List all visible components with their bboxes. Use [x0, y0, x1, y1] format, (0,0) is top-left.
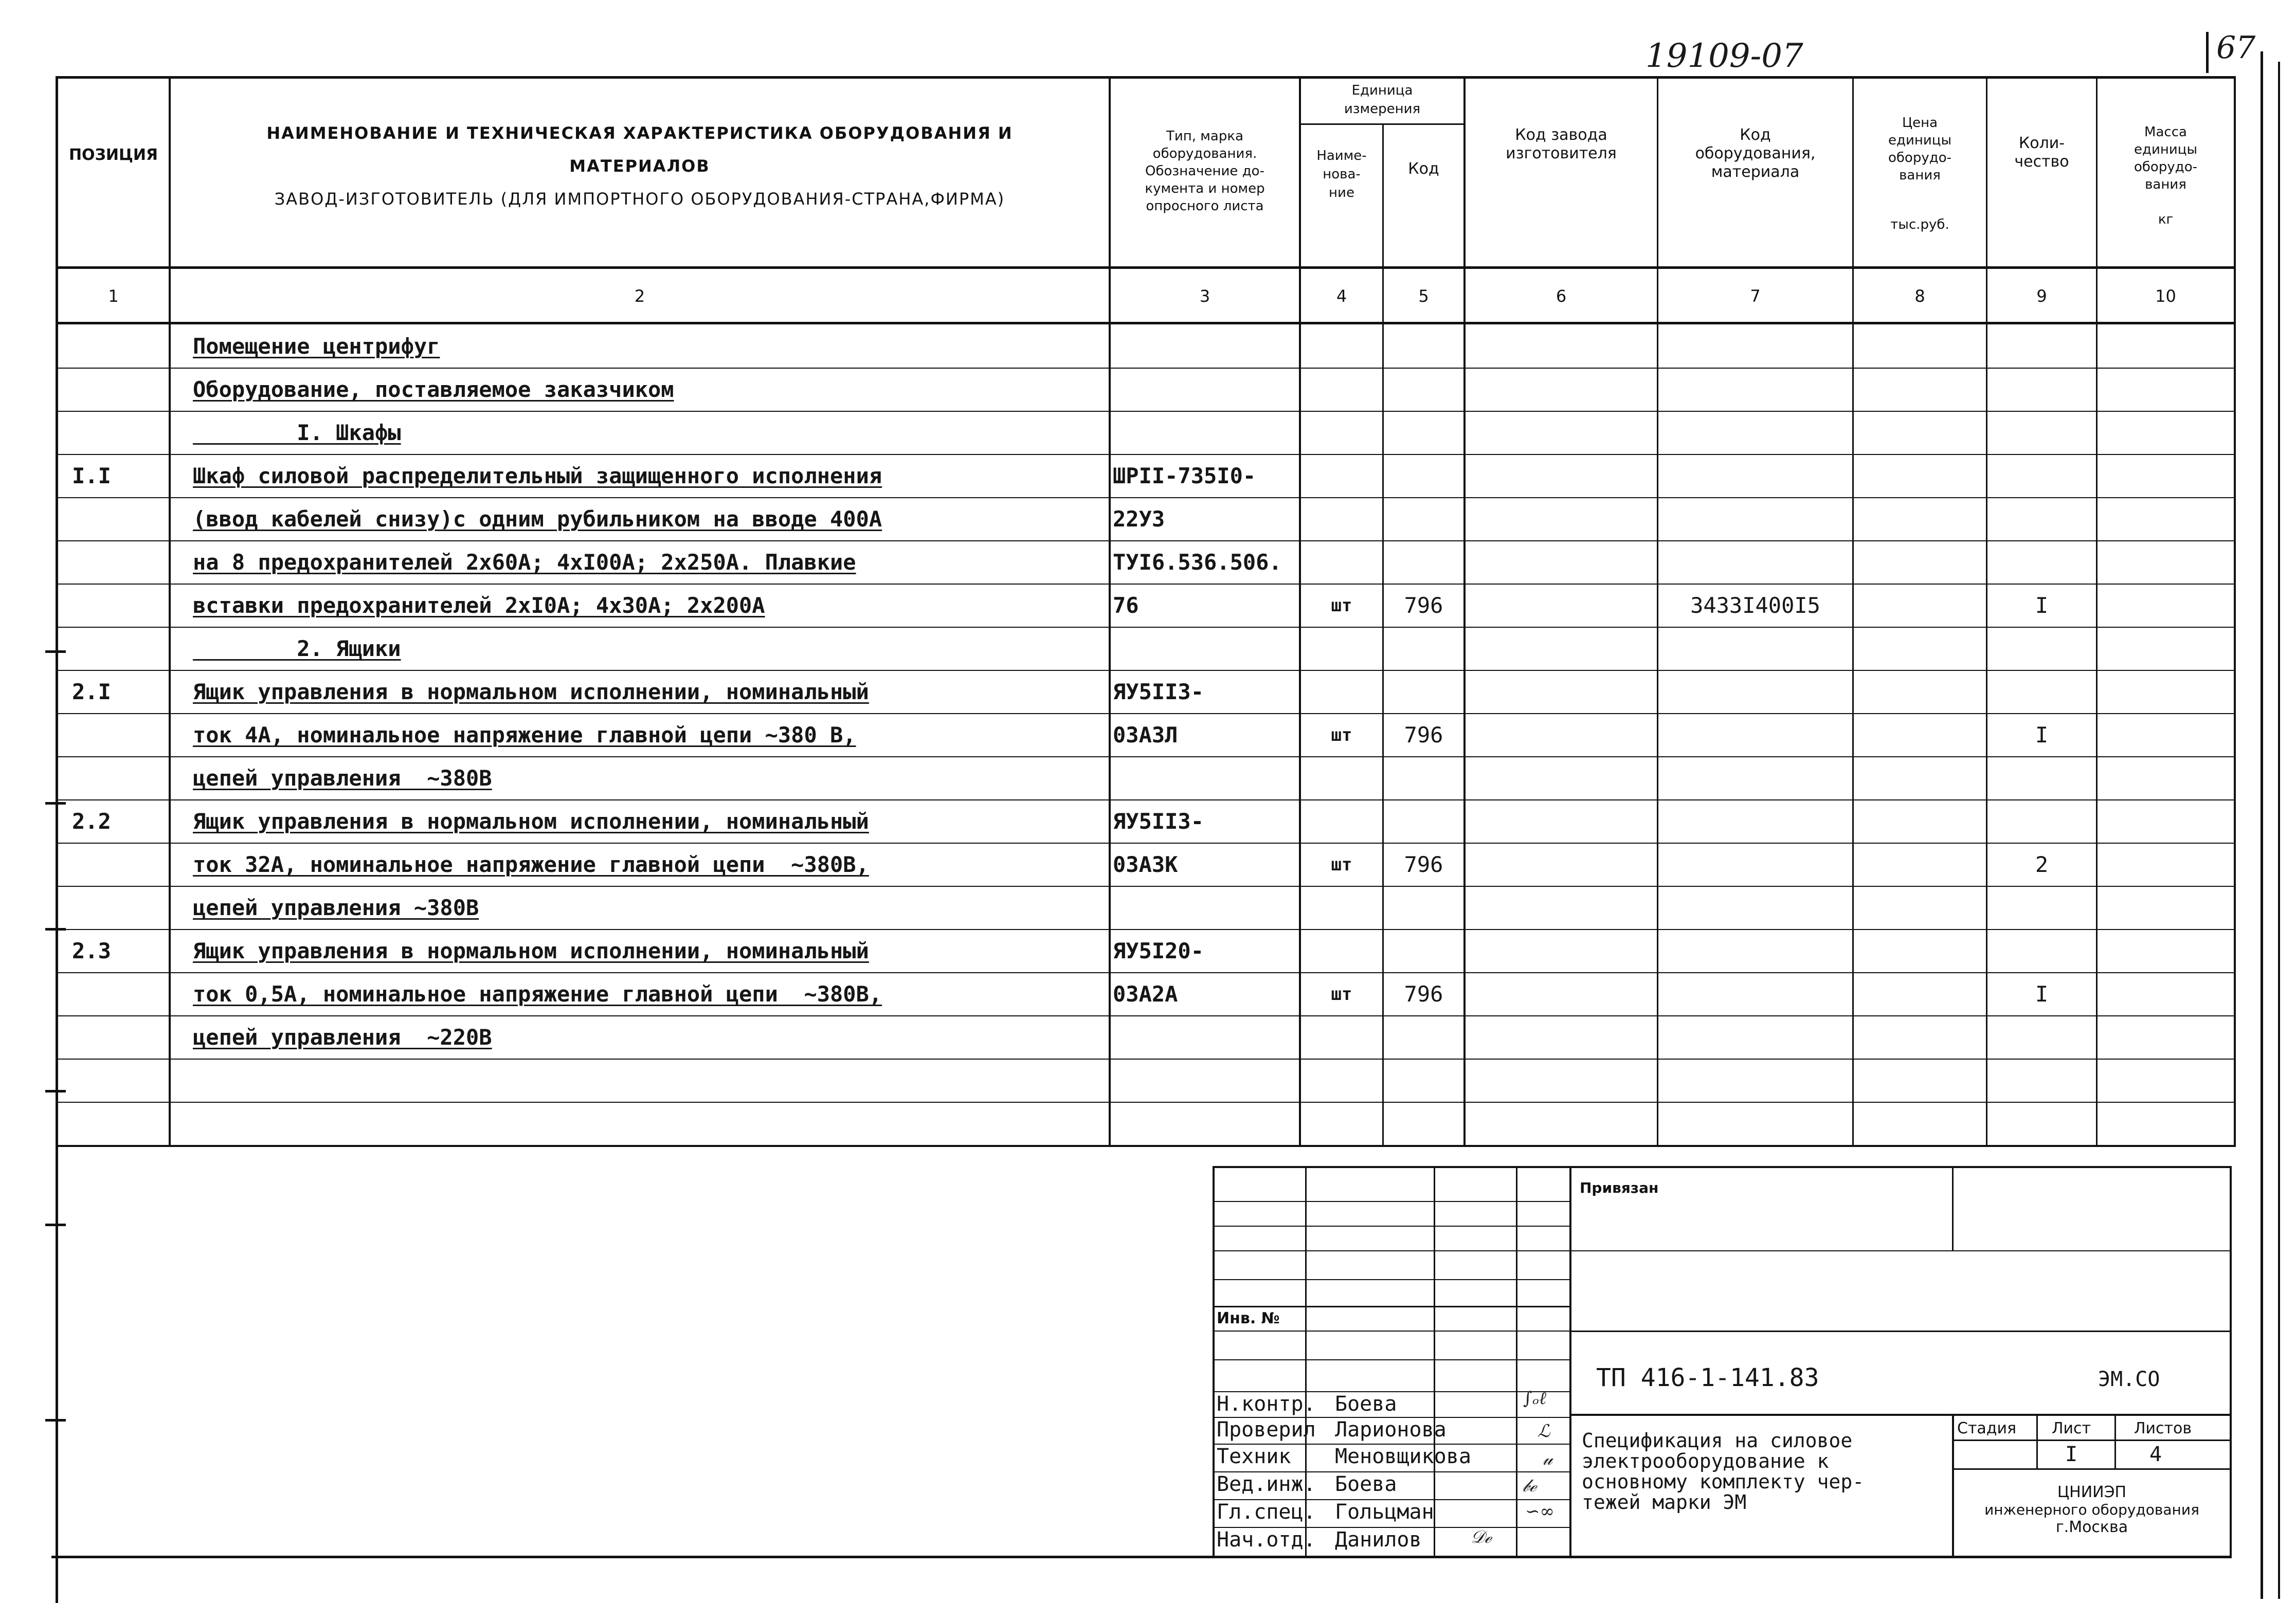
sheet-corner-number: 67 — [2216, 30, 2256, 66]
signature-mark: 𝒟ℯ — [1471, 1527, 1492, 1547]
header-price-line5: тыс.руб. — [1890, 217, 1949, 232]
tb-grid-h — [1213, 1279, 1569, 1280]
row-unit: шт — [1331, 854, 1352, 875]
row-name: Ящик управления в нормальном исполнении, номинальный — [193, 809, 869, 834]
header-qty-line1: Коли- — [2018, 134, 2065, 152]
tb-grid-h — [1213, 1250, 1569, 1251]
header-unit-name-line1: Наиме- — [1316, 148, 1367, 163]
row-name: вставки предохранителей 2хI0А; 4х30А; 2х200А — [193, 593, 765, 618]
row-quantity: 2 — [2035, 852, 2049, 877]
row-name: I. Шкафы — [193, 420, 401, 445]
tb-privyazan-bottom — [1569, 1250, 2231, 1251]
tb-inv-no: Инв. № — [1217, 1309, 1280, 1327]
signer-role: Техник — [1217, 1445, 1291, 1468]
row-type: ЯУ5I20- — [1113, 938, 1204, 963]
row-unit-code: 796 — [1404, 722, 1443, 748]
signer-name: Гольцман — [1335, 1500, 1434, 1524]
header-mass-line1: Масса — [2144, 124, 2187, 140]
header-name-line3: ЗАВОД-ИЗГОТОВИТЕЛЬ (ДЛЯ ИМПОРТНОГО ОБОРУДОВАНИЯ-СТРАНА,ФИРМА) — [274, 189, 1005, 209]
row-type: 03А3К — [1113, 852, 1178, 877]
row-name: на 8 предохранителей 2х60А; 4хI00А; 2х250А. Плавкие — [193, 550, 856, 575]
tb-org-line2: инженерного оборудования — [1984, 1501, 2199, 1518]
row-name: цепей управления ~380В — [193, 895, 479, 920]
header-price-line3: оборудо- — [1888, 150, 1951, 166]
row-position: 2.3 — [72, 938, 111, 963]
row-unit-code: 796 — [1404, 593, 1443, 618]
signature-mark: 𝒷ℯ — [1522, 1476, 1536, 1496]
tb-privyazan: Привязан — [1580, 1179, 1659, 1196]
column-number-9: 9 — [2036, 286, 2047, 306]
row-name: ток 4А, номинальное напряжение главной цепи ~380 В, — [193, 722, 856, 748]
tb-title-line4: тежей марки ЭМ — [1582, 1491, 1747, 1514]
row-position: 2.I — [72, 679, 111, 704]
tb-org-line3: г.Москва — [2055, 1518, 2128, 1536]
row-type: ЯУ5II3- — [1113, 679, 1204, 704]
header-mass-line4: вания — [2145, 177, 2186, 192]
column-number-7: 7 — [1750, 286, 1761, 306]
row-type: 03А3Л — [1113, 722, 1178, 748]
column-number-8: 8 — [1914, 286, 1925, 306]
row-unit-code: 796 — [1404, 852, 1443, 877]
column-number-5: 5 — [1418, 286, 1429, 306]
row-quantity: I — [2035, 593, 2049, 618]
row-type: ЯУ5II3- — [1113, 809, 1204, 834]
tb-grid-h — [1213, 1359, 1569, 1360]
tb-mark: ЭМ.СО — [2098, 1368, 2160, 1391]
signer-name: Меновщикова — [1335, 1445, 1471, 1468]
tb-stage-v — [2114, 1414, 2116, 1469]
tb-sheet-value: I — [2065, 1443, 2078, 1466]
tb-grid-h — [1213, 1226, 1569, 1227]
signer-role: Н.контр. — [1217, 1392, 1316, 1416]
header-unit-group-line2: измерения — [1344, 101, 1421, 117]
tb-grid-h — [1213, 1331, 1569, 1332]
row-name: 2. Ящики — [193, 636, 401, 661]
header-type-line2: оборудования. — [1152, 146, 1257, 161]
row-name: ток 0,5А, номинальное напряжение главной цепи ~380В, — [193, 981, 882, 1007]
right-margin-line — [2278, 62, 2280, 1599]
signature-mark: ∽∞ — [1525, 1501, 1554, 1522]
tb-top-line — [1213, 1166, 2232, 1168]
tb-stage-row — [1952, 1440, 2231, 1441]
header-unit-name-line3: ние — [1329, 185, 1354, 201]
header-maker-code-line1: Код завода — [1515, 126, 1607, 144]
row-name: Шкаф силовой распределительный защищенного исполнения — [193, 463, 882, 488]
row-name: Ящик управления в нормальном исполнении, номинальный — [193, 679, 869, 704]
header-price-line1: Цена — [1902, 115, 1938, 131]
header-position: ПОЗИЦИЯ — [68, 146, 158, 164]
header-name-line2: МАТЕРИАЛОВ — [569, 156, 710, 176]
header-price-line2: единицы — [1888, 133, 1951, 148]
row-type: 03А2А — [1113, 981, 1178, 1007]
row-name: цепей управления ~380В — [193, 766, 492, 791]
header-maker-code-line2: изготовителя — [1506, 144, 1617, 162]
tb-sheet-label: Лист — [2052, 1419, 2091, 1437]
row-position: 2.2 — [72, 809, 111, 834]
row-equipment-code: 3433I400I5 — [1690, 593, 1820, 618]
header-type-line3: Обозначение до- — [1145, 163, 1264, 179]
column-number-6: 6 — [1556, 286, 1567, 306]
row-name: ток 32А, номинальное напряжение главной цепи ~380В, — [193, 852, 869, 877]
header-mass-line3: оборудо- — [2134, 159, 2197, 175]
header-type-line4: кумента и номер — [1145, 181, 1265, 196]
tb-right-line — [2230, 1166, 2232, 1557]
tb-grid-h — [1213, 1306, 1569, 1307]
tb-drawing-code: ТП 416-1-141.83 — [1596, 1363, 1819, 1392]
tb-grid-v — [1569, 1166, 1571, 1557]
header-type-line5: опросного листа — [1146, 198, 1264, 214]
header-mass-line2: единицы — [2134, 142, 2197, 157]
header-qty-line2: чество — [2014, 153, 2069, 171]
row-name: Ящик управления в нормальном исполнении, номинальный — [193, 938, 869, 963]
signature-mark: ℒ — [1538, 1421, 1550, 1442]
header-mass-line5: кг — [2158, 212, 2174, 227]
row-name: Помещение центрифуг — [193, 334, 440, 359]
column-number-4: 4 — [1336, 286, 1347, 306]
row-unit-code: 796 — [1404, 981, 1443, 1007]
tb-grid-h — [1213, 1201, 1569, 1202]
column-number-10: 10 — [2155, 286, 2176, 306]
row-quantity: I — [2035, 722, 2049, 748]
tb-left-line — [1213, 1166, 1215, 1557]
row-name: цепей управления ~220В — [193, 1025, 492, 1050]
column-number-1: 1 — [108, 286, 119, 306]
signature-mark: 𝓊 — [1543, 1449, 1553, 1469]
row-position: I.I — [72, 463, 111, 488]
document-number: 19109-07 — [1646, 37, 1803, 75]
header-equip-code-line3: материала — [1711, 163, 1800, 181]
tb-grid-v — [1516, 1166, 1517, 1557]
tb-code-top — [1569, 1331, 2231, 1332]
tb-code-bottom — [1569, 1414, 2231, 1416]
signature-mark: ∫ₒℓ — [1523, 1388, 1546, 1409]
tb-title-line3: основному комплекту чер- — [1582, 1470, 1865, 1493]
signer-role: Вед.инж. — [1217, 1472, 1316, 1496]
row-type: ТУI6.536.506. — [1113, 550, 1282, 575]
row-unit: шт — [1331, 984, 1352, 1005]
tb-privyazan-divider — [1952, 1166, 1954, 1251]
header-price-line4: вания — [1899, 168, 1941, 183]
column-number-2: 2 — [634, 286, 645, 306]
tb-title-line2: электрооборудование к — [1582, 1450, 1829, 1472]
row-name: Оборудование, поставляемое заказчиком — [193, 377, 674, 402]
signer-role: Гл.спец. — [1217, 1500, 1316, 1524]
tb-stage-label: Стадия — [1957, 1419, 2017, 1437]
row-type: ШРII-735I0- — [1113, 463, 1256, 488]
tb-sheets-value: 4 — [2149, 1443, 2162, 1466]
tb-grid-v — [1305, 1166, 1307, 1557]
tb-title-line1: Спецификация на силовое — [1582, 1429, 1853, 1452]
row-unit: шт — [1331, 595, 1352, 616]
tb-sheets-label: Листов — [2134, 1419, 2192, 1437]
row-type: 76 — [1113, 593, 1139, 618]
row-quantity: I — [2035, 981, 2049, 1007]
header-name-line1: НАИМЕНОВАНИЕ И ТЕХНИЧЕСКАЯ ХАРАКТЕРИСТИКА ОБОРУДОВАНИЯ И — [266, 123, 1013, 143]
row-unit: шт — [1331, 725, 1352, 745]
signer-role: Нач.отд. — [1217, 1528, 1316, 1552]
column-number-3: 3 — [1199, 286, 1210, 306]
signer-role: Проверил — [1217, 1418, 1316, 1442]
header-unit-name-line2: нова- — [1323, 167, 1361, 182]
header-equip-code-line2: оборудования, — [1695, 144, 1816, 162]
row-name: (ввод кабелей снизу)с одним рубильником на вводе 400А — [193, 506, 882, 532]
signer-name: Ларионова — [1335, 1418, 1447, 1442]
tb-stage-row2 — [1952, 1468, 2231, 1470]
signer-name: Боева — [1335, 1392, 1397, 1416]
header-unit-group-line1: Единица — [1351, 83, 1413, 98]
tb-bottom-line — [51, 1556, 2232, 1558]
tb-org-line1: ЦНИИЭП — [2057, 1483, 2127, 1501]
tb-grid-v — [1434, 1166, 1435, 1557]
header-equip-code-line1: Код — [1740, 126, 1771, 144]
header-type-line1: Тип, марка — [1166, 129, 1243, 144]
row-type: 22У3 — [1113, 506, 1165, 532]
tb-stage-v — [2036, 1414, 2038, 1469]
header-unit-code: Код — [1408, 160, 1439, 178]
signer-name: Боева — [1335, 1472, 1397, 1496]
signer-name: Данилов — [1335, 1528, 1422, 1552]
